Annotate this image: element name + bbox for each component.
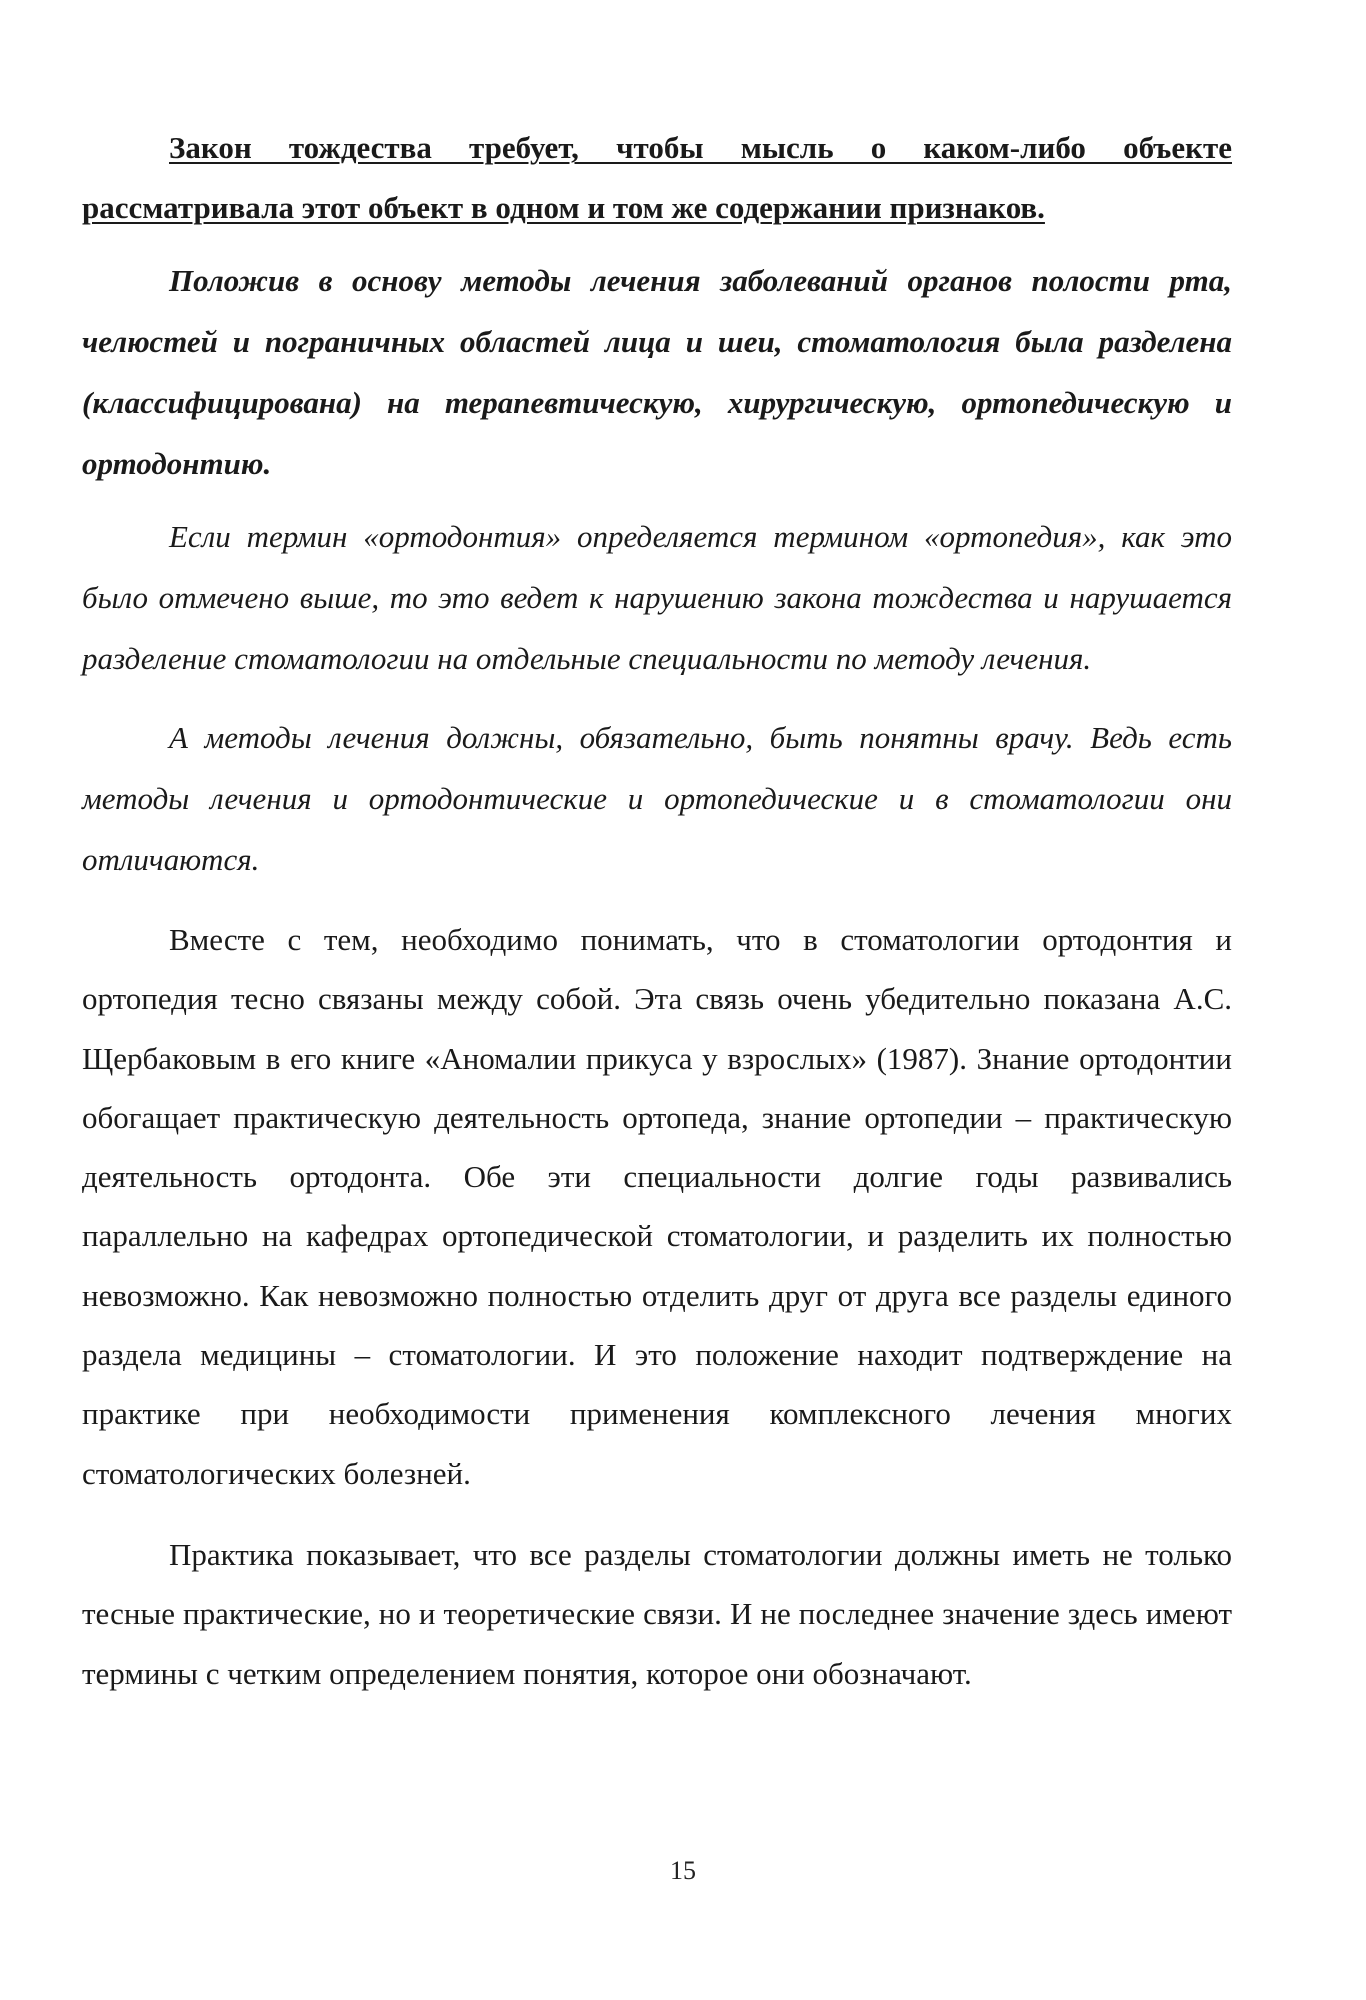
paragraph-practice: Практика показывает, что все разделы стоматологии должны иметь не только тесные практические, но и теоретические связи. И не последнее значение здесь имеют термины с четким определением понятия, которое они обозначают. [82,1536,1232,1691]
page-content [82,118,1232,1703]
page-number: 15 [670,1856,696,1885]
paragraph-term-violation: Если термин «ортодонтия» определяется термином «ортопедия», как это было отмечено выше, то это ведет к нарушению закона тождества и нарушается разделение стоматологии на отдельные специальности по методу лечения. [82,519,1232,676]
paragraph-classification: Положив в основу методы лечения заболеваний органов полости рта, челюстей и пограничных областей лица и шеи, стоматология была разделена (классифицирована) на терапевтическую, хирургическую, ортопедическую и ортодонтию. [82,263,1232,481]
paragraph-law-of-identity: Закон тождества требует, чтобы мысль о каком-либо объекте рассматривала этот объект в одном и том же содержании признаков. [82,130,1232,225]
paragraph-connection: Вместе с тем, необходимо понимать, что в стоматологии ортодонтия и ортопедия тесно связаны между собой. Эта связь очень убедительно показана А.С. Щербаковым в его книге «Аномалии прикуса у взрослых» (1987). Знание ортодонтии обогащает практическую деятельность ортопеда, знание ортопедии – практическую деятельность ортодонта. Обе эти специальности долгие годы развивались параллельно на кафедрах ортопедической стоматологии, и разделить их полностью невозможно. Как невозможно полностью отделить друг от друга все разделы единого раздела медицины – стоматологии. И это положение находит подтверждение на практике при необходимости применения комплексного лечения многих стоматологических болезней. [82,922,1232,1491]
paragraph-methods-clear: А методы лечения должны, обязательно, быть понятны врачу. Ведь есть методы лечения и ортодонтические и ортопедические и в стоматологии они отличаются. [82,720,1232,877]
